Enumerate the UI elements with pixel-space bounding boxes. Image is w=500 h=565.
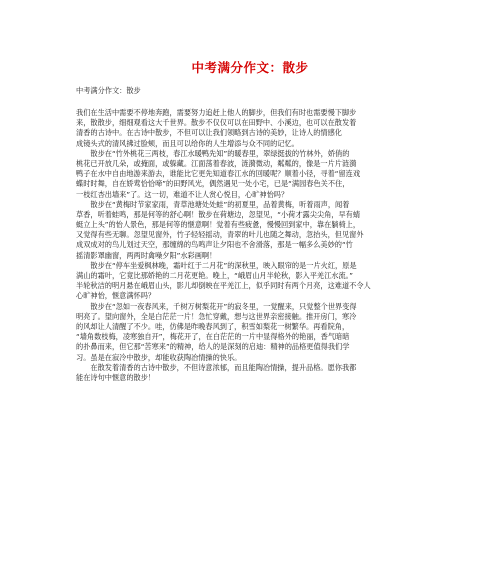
body-line: 草香，听着蛙鸣，那是何等的舒心啊！散步在荷塘边，忽望见，“小荷才露尖尖角，早有蜻: [76, 209, 361, 219]
body-line: 来，散散步，细细观看这大千世界。散步不仅仅可以在田野中、小溪边，也可以在散发着: [76, 118, 357, 128]
body-line: 习。虽是在寂冷中散步，却能收获陶冶情操的快乐。: [76, 352, 242, 362]
body-line: 半轮秋洁的明月悬在峨眉山头，影儿却倒映在平羌江上，似乎同时有两个月亮，这难道不令人: [76, 281, 371, 291]
document-body: [76, 108, 426, 383]
body-line: 散步在“停车坐爱枫林晚，霜叶红于二月花”的深秋里，映入眼帘的是一片火红，原是: [76, 260, 357, 270]
body-line: 鸭子在水中自由地游来游去，谁能比它更先知道春江水的回暖呢？顺着小径，寻着“留连戏: [76, 169, 361, 179]
body-line: 满山的霜叶，它竟比那娇艳的二月花更艳。晚上，“峨眉山月半轮秋，影入平羌江水流。”: [76, 271, 353, 280]
body-line: 散步在“黄梅时节家家雨，青草池塘处处蛙”的初夏里，品着黄梅，听着雨声，闻着: [76, 199, 350, 209]
body-line: 清香的古诗中。在古诗中散步，不但可以让我们领略到古诗的美妙，让诗人的情感化: [76, 128, 342, 138]
body-line: 又觉得有些无聊。忽望见窗外，竹子轻轻摇动，青翠的叶儿也随之舞动，忽抬头，但见窗外: [76, 230, 364, 240]
body-line: 成镜头式的清风拂过脸颊，而且可以给你的人生增添与众不同的记忆。: [76, 138, 299, 148]
body-line: 心旷神怡，惬意满怀吗？: [76, 291, 156, 301]
body-line: 蜓立上头”的怡人景色，那是何等的惬意啊！觉着有些疲惫，慢慢回到家中，靠在躺椅上，: [76, 220, 361, 230]
body-line: 的扑鼻而来，但它那“苦寒来”的精神，给人的是深刻的启迪：精神的品格更值得我们学: [76, 342, 350, 352]
body-line: 能在诗句中惬意的散步！: [76, 372, 156, 382]
body-line: 我们在生活中需要不停地奔跑，需要努力追赶上他人的脚步，但我们有时也需要慢下脚步: [76, 108, 357, 117]
document-subtitle: 中考满分作文：散步: [76, 86, 141, 95]
body-line: 明亮了。望向窗外，全是白茫茫一片！急忙穿戴，想与这世界亲密接触。推开房门，寒冷: [76, 311, 357, 321]
body-line: 一枝红杏出墙来”了。这一切，难道不让人赏心悦目，心旷神怡吗？: [76, 189, 289, 199]
body-line: 摇清影罩幽窗，两两时禽噪夕阳”水彩画啊！: [76, 250, 217, 260]
body-line: 的风却让人清醒了不少。哇，仿佛是昨晚春风到了，积雪如梨花一树繁华。再看院角，: [76, 321, 350, 331]
body-line: 桃花已开放几朵，或掩面，或躲藏。江面荡着春波，涟漪微动，粼粼的，像是一片片涟漪: [76, 158, 357, 168]
body-line: 散步在“竹外桃花三两枝，春江水暖鸭先知”的暖春里，翠绿挺拔的竹林外，娇俏的: [76, 148, 350, 158]
body-line: “墙角数枝梅，凌寒独自开”，梅花开了，在白茫茫的一片中显得格外的艳丽，香气暗暗: [76, 332, 350, 342]
body-line: 蝶时时舞，自在娇莺恰恰啼”的田野风光，偶然遇见一处小宅，已是“满园春色关不住，: [76, 179, 350, 189]
body-line: 成双成对的鸟儿划过天空，那缠绵的鸟鸣声让夕阳也不舍滑落，那是一幅多么美妙的“竹: [76, 240, 353, 250]
body-line: 在散发着清香的古诗中散步，不但诗意浓郁，而且能陶冶情操，提升品格。愿你我都: [76, 362, 357, 372]
document-title: 中考满分作文：散步: [191, 60, 309, 75]
body-line: 散步在“忽如一夜春风来，千树万树梨花开”的寂冬里，一觉醒来，只觉整个世界变得: [76, 301, 357, 311]
